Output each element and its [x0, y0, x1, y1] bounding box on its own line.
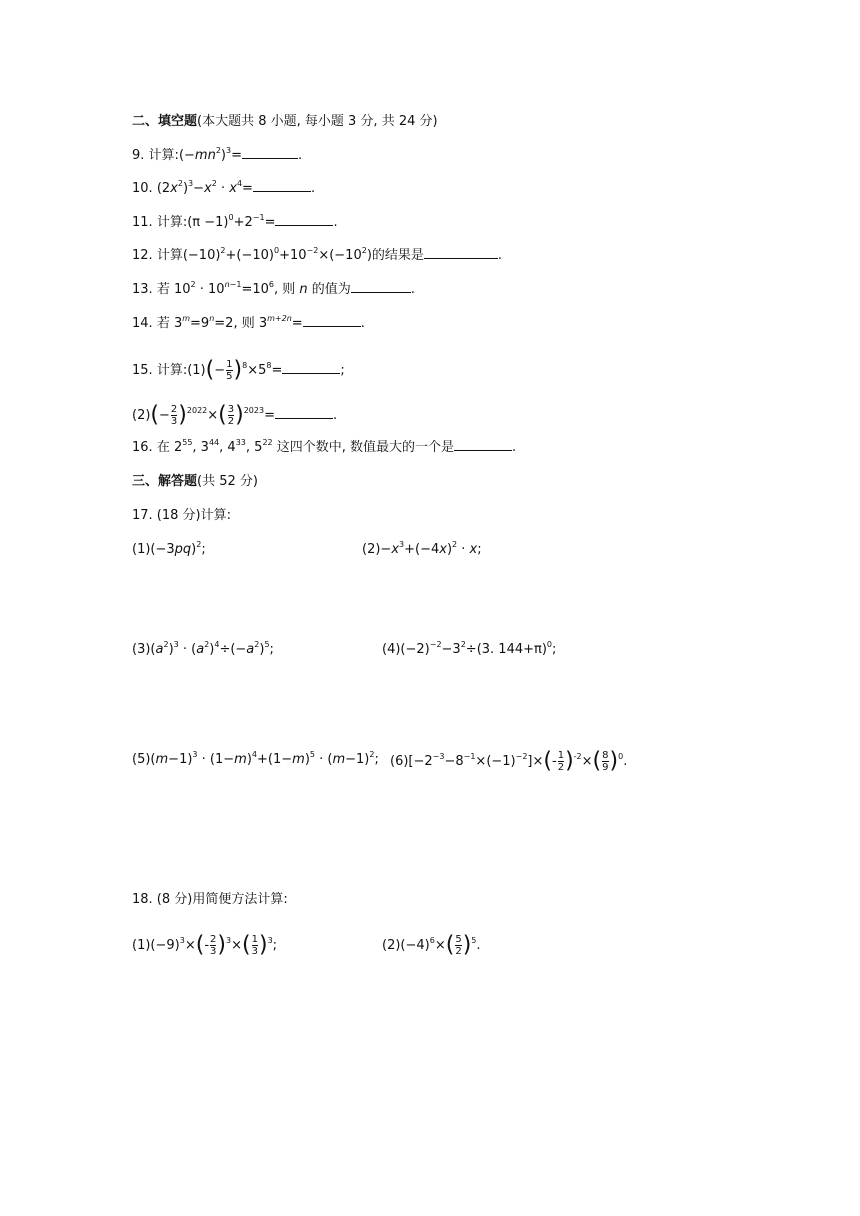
superscript: 2	[220, 246, 226, 255]
expr: , 5	[245, 440, 263, 455]
denominator: 3	[170, 416, 178, 427]
punct: ;	[552, 642, 557, 657]
expr: ·	[457, 542, 470, 557]
question-17-part-6	[390, 750, 627, 773]
right-paren: )	[609, 748, 619, 774]
expr: · (	[314, 752, 333, 767]
superscript: −2	[515, 752, 528, 761]
question-number: 12.	[132, 248, 153, 263]
superscript: 0	[546, 640, 552, 649]
variable: m	[332, 752, 346, 767]
minus-sign: −	[214, 363, 226, 378]
variable: n	[299, 282, 308, 297]
question-prefix: 若 10	[156, 282, 191, 297]
expr: · 10	[195, 282, 225, 297]
expr: , 则	[273, 282, 300, 297]
superscript: 3	[267, 936, 273, 945]
superscript: 2	[211, 179, 217, 188]
variable: x	[204, 181, 212, 196]
exponent: −1	[229, 280, 242, 289]
expr: =2, 则 3	[214, 316, 268, 331]
expr: (−	[178, 148, 195, 163]
denominator: 9	[602, 762, 609, 773]
answer-blank[interactable]	[275, 213, 333, 226]
minus-sign: −	[159, 408, 170, 423]
fraction	[171, 404, 177, 427]
superscript: 8	[266, 361, 272, 370]
superscript: −2	[429, 640, 442, 649]
fraction	[602, 750, 608, 773]
punct: ;	[272, 938, 278, 953]
expr: +(−4	[404, 542, 440, 557]
expr: )	[246, 752, 252, 767]
expr: −1)	[345, 752, 370, 767]
expr: ÷(−	[219, 642, 247, 657]
question-17-part-5	[132, 750, 379, 770]
variable: m	[182, 314, 191, 323]
numerator: 1	[557, 750, 565, 761]
variable: x	[439, 542, 447, 557]
punct: .	[476, 938, 481, 953]
punct: ;	[374, 752, 379, 767]
variable: x	[170, 181, 178, 196]
superscript: 3	[225, 146, 232, 155]
variable: x	[391, 542, 400, 557]
superscript	[225, 280, 242, 289]
expr: ×5	[247, 363, 267, 378]
left-paren: (	[242, 932, 251, 958]
superscript: 0	[228, 213, 234, 222]
right-paren: )	[258, 932, 268, 958]
question-prefix: 计算	[156, 248, 183, 263]
right-paren: )	[235, 402, 244, 428]
superscript: 2	[452, 540, 458, 549]
question-number: 14.	[132, 316, 153, 331]
question-15-part-1	[132, 359, 345, 382]
question-11	[132, 213, 338, 233]
punct: .	[497, 248, 503, 263]
superscript: 2022	[186, 406, 208, 415]
left-paren: (	[150, 402, 160, 428]
expr: )	[220, 148, 226, 163]
question-17-part-3	[132, 640, 274, 660]
punct: .	[333, 215, 338, 230]
variable: n	[209, 314, 215, 323]
punct: .	[297, 148, 303, 163]
punct: .	[623, 754, 628, 769]
minus-sign: -	[551, 754, 557, 769]
superscript: 44	[208, 438, 220, 447]
fraction	[455, 934, 461, 957]
expr: =9	[190, 316, 210, 331]
equals: =	[231, 148, 242, 163]
superscript	[267, 314, 292, 323]
answer-blank[interactable]	[303, 314, 361, 327]
minus-sign: -	[204, 938, 210, 953]
superscript: 55	[182, 438, 193, 447]
variable: m	[155, 752, 169, 767]
right-paren: )	[565, 748, 574, 774]
superscript: 2	[369, 750, 375, 759]
section-2-note: (本大题共 8 小题, 每小题 3 分, 共 24 分)	[197, 114, 438, 129]
numerator: 3	[227, 404, 235, 415]
expr: ×	[434, 938, 446, 953]
expr: )	[168, 642, 174, 657]
expr: )	[182, 181, 189, 196]
question-number: 9.	[132, 148, 145, 163]
superscript: 6	[268, 280, 274, 289]
answer-blank[interactable]	[275, 406, 333, 419]
superscript: 8	[242, 361, 248, 370]
question-prefix: 计算:	[156, 215, 188, 230]
section-3-heading	[132, 472, 258, 492]
expr: )的结果是	[366, 248, 424, 263]
left-paren: (	[445, 932, 455, 958]
question-13	[132, 280, 415, 300]
numerator: 2	[170, 404, 178, 415]
superscript: 3	[399, 540, 405, 549]
variable: mn	[194, 148, 216, 163]
expr: +2	[233, 215, 253, 230]
left-paren: (	[205, 357, 215, 383]
question-18-heading: 18. (8 分)用简便方法计算:	[132, 892, 288, 907]
section-3-note: (共 52 分)	[197, 474, 258, 489]
variable: m+2n	[267, 314, 292, 323]
answer-blank[interactable]	[253, 179, 311, 192]
question-17-part-4	[382, 640, 556, 660]
expr: · (	[178, 642, 197, 657]
denominator: 3	[251, 946, 258, 957]
expr: ]×	[527, 754, 544, 769]
expr: (1)(−3	[132, 542, 175, 557]
superscript: 2	[204, 640, 210, 649]
fraction	[226, 359, 232, 382]
answer-blank[interactable]	[424, 246, 498, 259]
punct: .	[512, 440, 517, 455]
fraction	[228, 404, 234, 427]
question-number: 11.	[132, 215, 153, 230]
answer-blank[interactable]	[454, 438, 512, 451]
expr: ·	[216, 181, 230, 196]
question-10	[132, 179, 315, 199]
superscript: 2	[177, 179, 183, 188]
expr: −3	[441, 642, 461, 657]
expr: , 4	[219, 440, 236, 455]
expr: ×	[581, 754, 593, 769]
question-15-part-2: (2)(− $\frac{2}{3}$ )$^{2022}$×( $\frac{3}{2}$ )$^{2023}$= .	[132, 402, 338, 428]
variable: a	[246, 642, 255, 657]
superscript: −2	[306, 246, 319, 255]
question-number: 13.	[132, 282, 153, 297]
expr: , 3	[192, 440, 209, 455]
left-paren: (	[543, 748, 552, 774]
superscript: 2	[190, 280, 196, 289]
question-14	[132, 314, 365, 334]
question-18-part-1	[132, 934, 277, 957]
variable: x	[229, 181, 237, 196]
variable: a	[155, 642, 164, 657]
superscript: 2	[254, 640, 260, 649]
superscript: 2	[215, 146, 221, 155]
part-label: (2)	[132, 408, 151, 423]
superscript: 2023	[243, 406, 265, 415]
superscript: 4	[236, 179, 243, 188]
right-paren: )	[178, 402, 187, 428]
expr: (5)(	[132, 752, 156, 767]
left-paren: (	[195, 932, 205, 958]
expr: +(1−	[257, 752, 293, 767]
superscript: 0	[618, 752, 624, 761]
expr: )	[304, 752, 310, 767]
question-16	[132, 438, 516, 458]
denominator: 5	[226, 371, 233, 382]
expr: =10	[241, 282, 269, 297]
expr: 的值为	[307, 282, 351, 297]
expr: )	[191, 542, 197, 557]
expr: (6)[−2	[390, 754, 433, 769]
punct: .	[332, 408, 338, 423]
expr: (4)(−2)	[382, 642, 430, 657]
answer-blank[interactable]	[351, 280, 411, 293]
expr: (1)(−9)	[132, 938, 180, 953]
expr: (2)−	[362, 542, 392, 557]
numerator: 1	[226, 359, 233, 370]
expr: (2)(−4)	[382, 938, 430, 953]
superscript: 3	[192, 750, 198, 759]
expr: −1)	[168, 752, 193, 767]
superscript: 2	[361, 246, 367, 255]
superscript: 33	[235, 438, 246, 447]
left-paren: (	[592, 748, 602, 774]
expr: (−10)	[182, 248, 221, 263]
superscript: 0	[274, 246, 280, 255]
superscript: 3	[173, 640, 179, 649]
variable: a	[196, 642, 205, 657]
expr: +10	[279, 248, 307, 263]
section-2-heading	[132, 112, 438, 132]
expr: ×	[231, 938, 242, 953]
expr: (2	[156, 181, 171, 196]
superscript: 5	[471, 936, 477, 945]
right-paren: )	[233, 357, 243, 383]
superscript: 4	[214, 640, 220, 649]
section-2-title: 二、填空题	[132, 114, 198, 129]
section-3-title: 三、解答题	[132, 474, 198, 489]
punct: .	[360, 316, 365, 331]
expr: (π −1)	[187, 215, 229, 230]
equals: =	[264, 408, 275, 423]
question-number: 16.	[132, 440, 153, 455]
superscript: 3	[226, 936, 232, 945]
expr: ÷(3. 144+π)	[465, 642, 547, 657]
superscript: 6	[429, 936, 435, 945]
denominator: 2	[557, 762, 565, 773]
punct: ;	[269, 642, 274, 657]
superscript: 2	[163, 640, 169, 649]
superscript: 3	[179, 936, 185, 945]
expr: 这四个数中, 数值最大的一个是	[272, 440, 455, 455]
superscript: 5	[309, 750, 315, 759]
expr: −8	[444, 754, 464, 769]
question-17-part-2	[362, 540, 482, 560]
superscript: -2	[573, 752, 582, 761]
denominator: 2	[455, 946, 462, 957]
superscript	[182, 314, 190, 323]
right-paren: )	[217, 932, 226, 958]
equals: =	[264, 215, 276, 230]
answer-blank[interactable]	[282, 361, 340, 374]
superscript: 5	[264, 640, 270, 649]
expr: )	[259, 642, 265, 657]
question-number: 10.	[132, 181, 153, 196]
denominator: 3	[210, 946, 217, 957]
question-12	[132, 246, 502, 266]
punct: .	[310, 181, 316, 196]
fraction	[252, 934, 258, 957]
equals: =	[271, 363, 283, 378]
equals: =	[242, 181, 253, 196]
punct: .	[410, 282, 415, 297]
question-17-heading: 17. (18 分)计算:	[132, 508, 232, 523]
expr: −	[193, 181, 205, 196]
question-18-part-2	[382, 934, 481, 957]
superscript: −1	[463, 752, 476, 761]
fraction	[558, 750, 564, 773]
denominator: 2	[227, 416, 235, 427]
superscript: 2	[460, 640, 466, 649]
numerator: 8	[602, 750, 609, 761]
question-prefix: 在 2	[156, 440, 183, 455]
expr: +(−10)	[225, 248, 274, 263]
question-prefix: 计算:(1)	[156, 363, 206, 378]
answer-blank[interactable]	[242, 146, 298, 159]
punct: ;	[477, 542, 482, 557]
variable: pq	[174, 542, 192, 557]
left-paren: (	[218, 402, 227, 428]
question-prefix: 若 3	[156, 316, 183, 331]
question-9	[132, 146, 302, 166]
numerator: 1	[251, 934, 258, 945]
expr: )	[446, 542, 453, 557]
expr: )	[209, 642, 215, 657]
superscript: −3	[432, 752, 445, 761]
right-paren: )	[462, 932, 472, 958]
fraction	[210, 934, 216, 957]
expr: ×(−1)	[475, 754, 516, 769]
superscript: −1	[252, 213, 265, 222]
superscript: 4	[251, 750, 257, 759]
question-prefix: 计算:	[148, 148, 179, 163]
expr: ×(−10	[318, 248, 362, 263]
numerator: 2	[210, 934, 217, 945]
expr: ×	[184, 938, 196, 953]
expr: (3)(	[132, 642, 156, 657]
superscript: 22	[262, 438, 273, 447]
variable: m	[234, 752, 247, 767]
question-17-part-1	[132, 540, 206, 560]
variable: n	[224, 280, 230, 289]
question-number: 15.	[132, 363, 153, 378]
punct: ;	[201, 542, 206, 557]
variable: m	[292, 752, 305, 767]
punct: ;	[340, 363, 345, 378]
superscript: 2	[196, 540, 202, 549]
expr: · (1−	[197, 752, 235, 767]
numerator: 5	[455, 934, 462, 945]
superscript: 3	[188, 179, 194, 188]
equals: =	[291, 316, 303, 331]
variable: x	[469, 542, 478, 557]
